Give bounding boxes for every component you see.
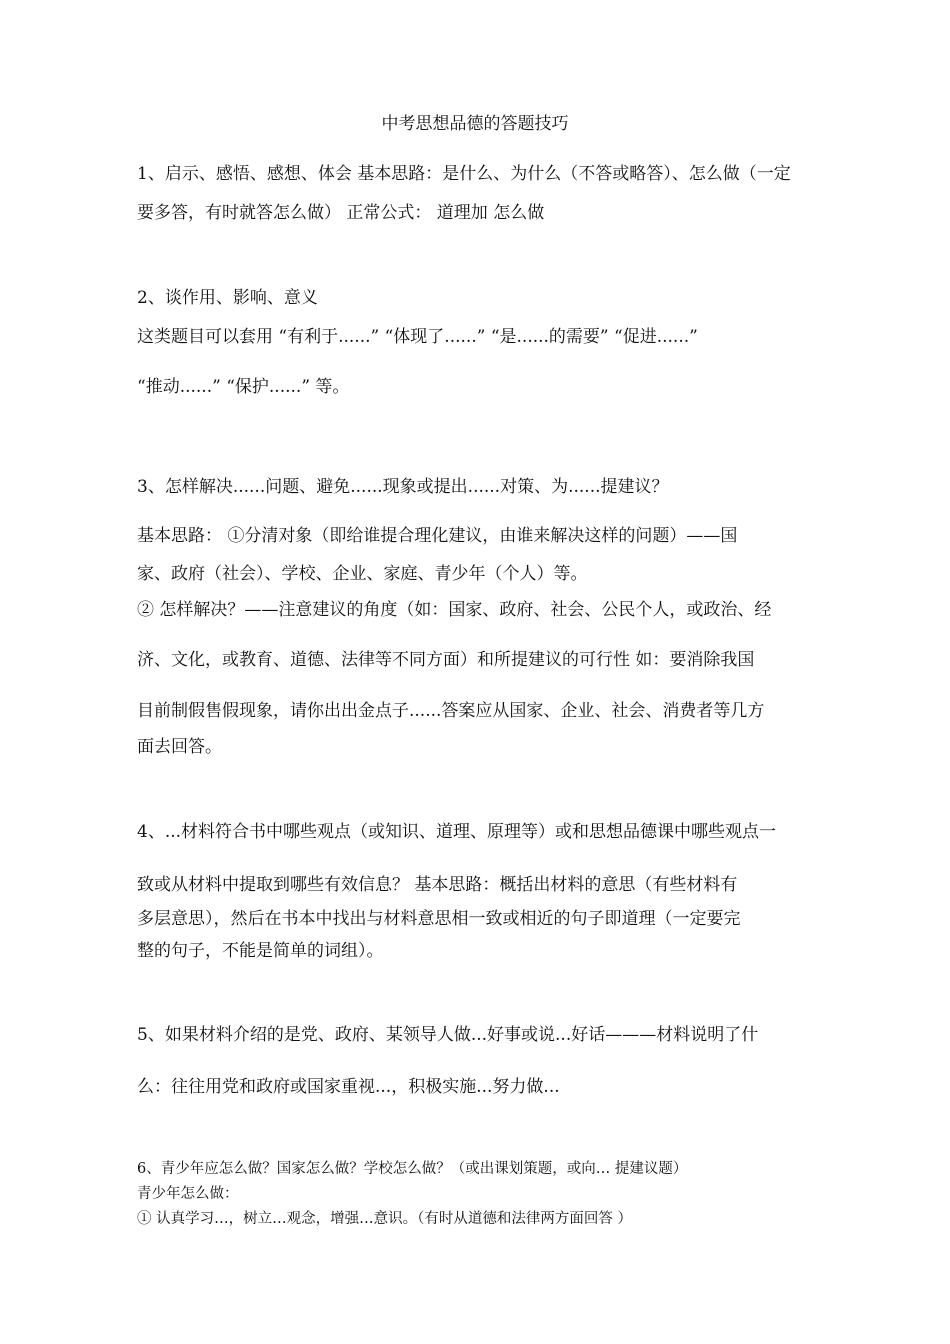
section-4-line-3: 多层意思），然后在书本中找出与材料意思相一致或相近的句子即道理（一定要完: [137, 909, 741, 929]
section-6-line-2: 青少年怎么做：: [137, 1186, 239, 1202]
section-1-line-1: 1、启示、感悟、感想、体会 基本思路：是什么、为什么（不答或略答）、怎么做（一定: [137, 164, 791, 184]
section-6-line-3: ① 认真学习…，树立…观念，增强…意识。（有时从道德和法律两方面回答 ）: [137, 1211, 632, 1227]
section-3-line-5: 目前制假售假现象，请你出出金点子......答案应从国家、企业、社会、消费者等几方: [137, 701, 765, 721]
section-2-line-2: “推动......” “保护......” 等。: [137, 377, 350, 397]
document-title: 中考思想品德的答题技巧: [381, 114, 569, 134]
section-2-line-1: 这类题目可以套用 “有利于......” “体现了......” “是......的需要” “促进......”: [137, 327, 698, 347]
section-3-line-6: 面去回答。: [137, 737, 222, 757]
section-3-line-3: ② 怎样解决？——注意建议的角度（如：国家、政府、社会、公民个人，或政治、经: [137, 600, 772, 620]
section-3-line-1: 基本思路： ①分清对象（即给谁提合理化建议，由谁来解决这样的问题）——国: [137, 526, 738, 546]
section-4-line-1: 4、...材料符合书中哪些观点（或知识、道理、原理等）或和思想品德课中哪些观点一: [137, 822, 777, 842]
section-3-line-4: 济、文化，或教育、道德、法律等不同方面）和所提建议的可行性 如：要消除我国: [137, 650, 755, 670]
section-6-line-1: 6、青少年应怎么做？国家怎么做？学校怎么做？（或出课划策题，或向… 提建议题）: [137, 1161, 688, 1177]
section-5-line-1: 5、如果材料介绍的是党、政府、某领导人做...好事或说...好话———材料说明了什: [137, 1025, 759, 1045]
section-3-line-2: 家、政府（社会）、学校、企业、家庭、青少年（个人）等。: [137, 564, 588, 584]
section-5-line-2: 么：往往用党和政府或国家重视...，积极实施...努力做...: [137, 1077, 560, 1097]
section-1-line-2: 要多答，有时就答怎么做） 正常公式： 道理加 怎么做: [137, 203, 545, 223]
section-4-line-4: 整的句子，不能是简单的词组）。: [137, 941, 384, 961]
section-4-line-2: 致或从材料中提取到哪些有效信息？ 基本思路：概括出材料的意思（有些材料有: [137, 875, 738, 895]
section-2-heading: 2、谈作用、影响、意义: [137, 288, 318, 308]
section-3-heading: 3、怎样解决......问题、避免......现象或提出......对策、为......提建议？: [137, 477, 669, 497]
